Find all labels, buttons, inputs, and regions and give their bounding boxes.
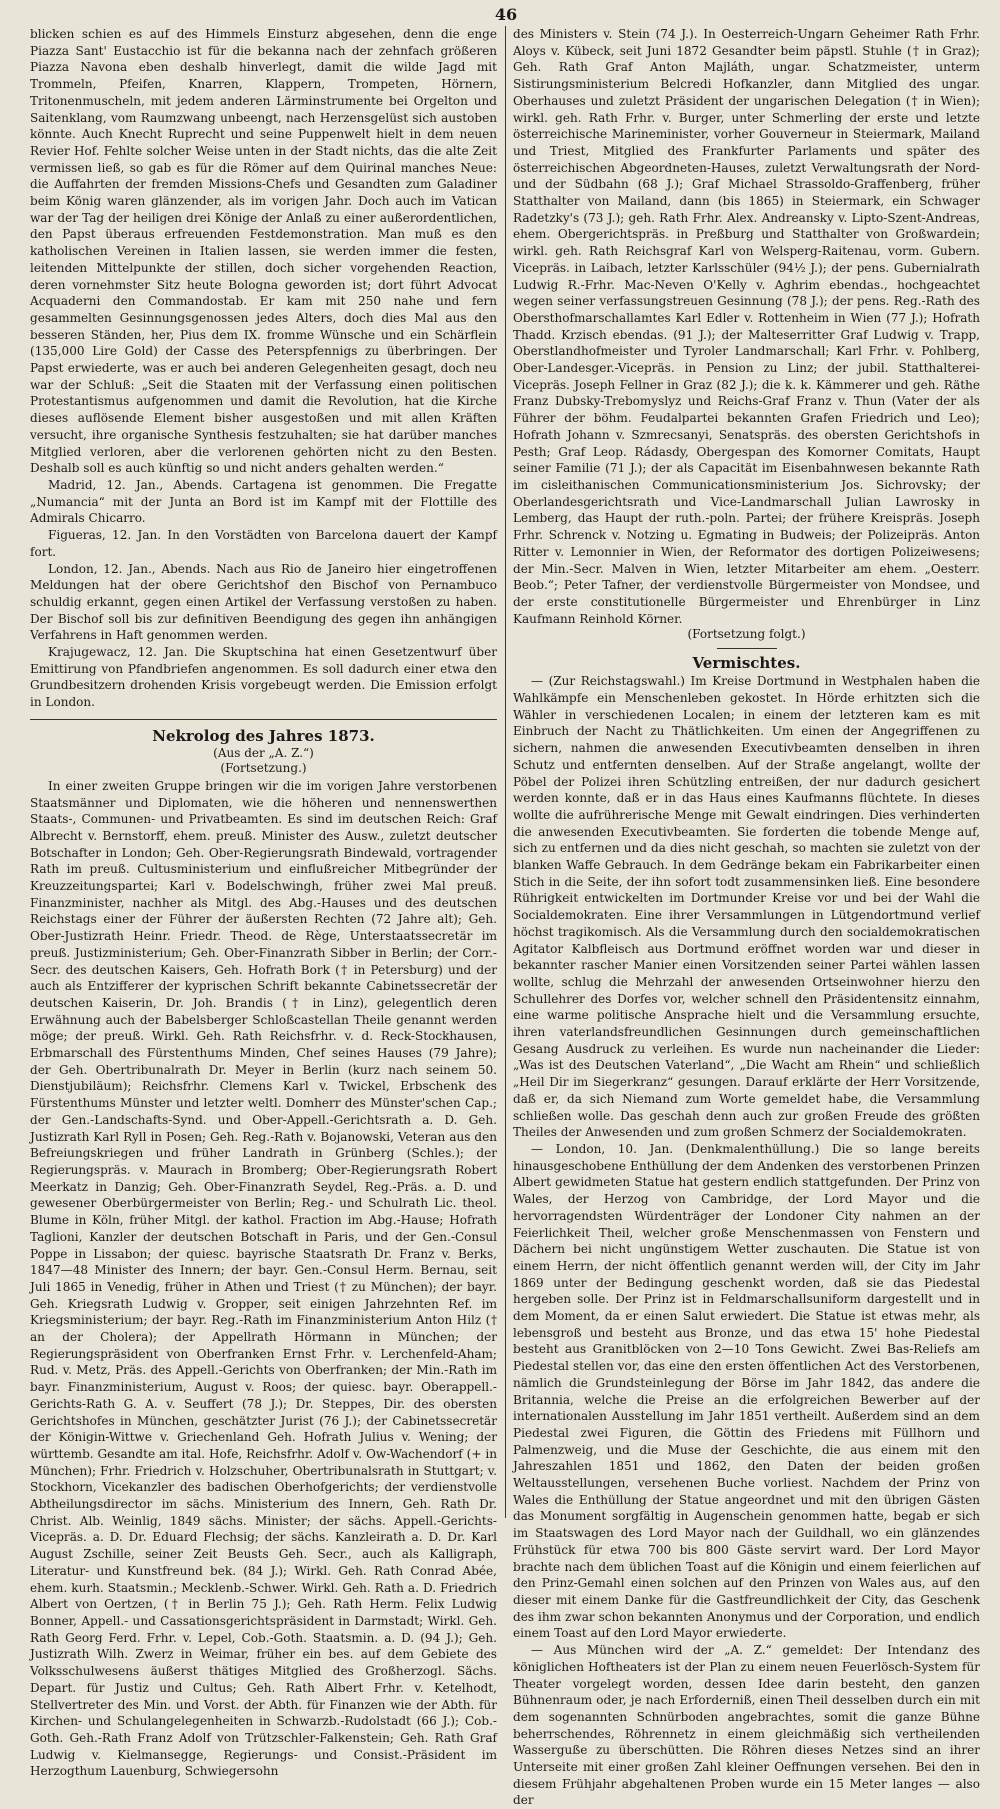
misc-paragraph-dortmund: — (Zur Reichstagswahl.) Im Kreise Dortmund in Westphalen haben die Wahlkämpfe ein Menschenleben gekostet. In Hörde erhitzten sich die Wähler in verschiedenen Localen; in einem der letzteren kam es mit Einbruch der Nacht zu Thätlichkeiten. Um einen der Angegriffenen zu sichern, nahmen die anwesenden Executivbeamten denselben in ihren Schutz und entfernten denselben. Auf der Straße angelangt, wollte der Pöbel der Polizei ihren Schützling entreißen, der nur dadurch gesichert werden konnte, daß er in das Haus eines Kaufmanns flüchtete. In dieses wollte die aufrührerische Menge mit Gewalt eindringen. Dies verhinderten die anwesenden Executivbeamten. Sie forderten die tobende Menge auf, sich zu entfernen und da dies nicht geschah, so machten sie zuletzt von der blanken Waffe Gebrauch. In dem Gedränge bekam ein Fabrikarbeiter einen Stich in die Seite, der ihn sofort todt zusammensinken ließ. Eine besondere Rührigkeit entwickelten im Dortmunder Kreise vor und bei der Wahl die Socialdemokraten. Eine ihrer Versammlungen in Lütgendortmund verlief höchst tragikomisch. Als die Versammlung durch den socialdemokratischen Agitator Kalbfleisch aus Dortmund eröffnet worden war und dieser in bekannter rascher Manier einen Vorsitzenden seiner Partei wählen lassen wollte, schlug die Mehrzahl der anwesenden Ortseinwohner hierzu den Schullehrer des Dorfes vor, welcher schnell den Präsidentensitz einnahm, eine warme politische Ansprache hielt und die Versammlung ersuchte, ihren vaterlandsfreundlichen Gesinnungen durch gemeinschaftlichen Gesang Ausdruck zu verleihen. Es wurde nun nacheinander die Lieder: „Was ist des Deutschen Vaterland“, „Die Wacht am Rhein“ und schließlich „Heil Dir im Siegerkranz“ gesungen. Darauf erklärte der Herr Vorsitzende, daß er, da sich Niemand zum Worte gemeldet habe, die Versammlung schließen wolle. Das geschah denn auch zur großen Freude des größten Theiles der Anwesenden und zum großen Schmerz der Socialdemokraten.	[513, 674, 980, 1140]
news-paragraph-madrid: Madrid, 12. Jan., Abends. Cartagena ist genommen. Die Fregatte „Numancia“ mit der Junta an Bord ist im Kampf mit der Flottille des Admirals Chicarro.	[30, 477, 497, 526]
news-paragraph-krajugewacz: Krajugewacz, 12. Jan. Die Skuptschina hat einen Gesetzentwurf über Emittirung von Pfandbriefen angenommen. Es soll dadurch einer etwa den Grundbesitzern drohenden Krisis vorgebeugt werden. Die Emission erfolgt in London.	[30, 645, 497, 710]
misc-paragraph-munich: — Aus München wird der „A. Z.“ gemeldet: Der Intendanz des königlichen Hoftheaters ist der Plan zu einem neuen Feuerlösch-System für Theater vorgelegt worden, dessen Idee darin besteht, den ganzen Bühnenraum oder, je nach Erforderniß, einen Theil desselben durch ein mit dem sogenannten Schnürboden angebrachtes, somit die ganze Bühne beherrschendes, Röhrennetz in einem gleichmäßig sich vertheilenden Wasserguße zu überschütten. Die Röhren dieses Netzes sind an ihrer Unterseite mit einer großen Zahl kleiner Oeffnungen versehen. Bei den in diesem Frühjahr abgehaltenen Proben wurde ein 15 Meter langes — also der	[513, 1643, 980, 1808]
right-column	[505, 26, 980, 1809]
nekrolog-paragraph: In einer zweiten Gruppe bringen wir die im vorigen Jahre verstorbenen Staatsmänner und Diplomaten, wie die höheren und nennenswerthen Staats-, Communen- und Privatbeamten. Es sind im deutschen Reich: Graf Albrecht v. Bernstorff, ehem. preuß. Minister des Ausw., zuletzt deutscher Botschafter in London; Geh. Ober-Regierungsrath Bindewald, vortragender Rath im preuß. Cultusministerium und einflußreicher Mitbegründer der Kreuzzeitungspartei; Karl v. Bodelschwingh, früher zwei Mal preuß. Finanzminister, nachher als Mitgl. des Abg.-Hauses und des deutschen Reichstags einer der Führer der äußersten Rechten (72 Jahre alt); Geh. Ober-Justizrath Heinr. Friedr. Theod. de Rège, Unterstaatssecretär im preuß. Justizministerium; Geh. Ober-Finanzrath Sibber in Berlin; der Corr.-Secr. des deutschen Kaisers, Geh. Hofrath Bork († in Petersburg) und der auch als Entzifferer der kyprischen Schrift bekannte Cabinetssecretär der deutschen Kaiserin, Dr. Joh. Brandis († in Linz), gelegentlich deren Erwähnung auch der Babelsberger Schloßcastellan Theile genannt werden möge; der preuß. Wirkl. Geh. Rath Reichsfrhr. v. d. Reck-Stockhausen, Erbmarschall des Fürstenthums Minden, Chef seines Hauses (79 Jahre); der Geh. Obertribunalrath Dr. Meyer in Berlin (kurz nach seinem 50. Dienstjubiläum); Reichsfrhr. Clemens Karl v. Twickel, Erbschenk des Fürstenthums Münster und letzter weltl. Domherr des Münster'schen Cap.; der Gen.-Landschafts-Synd. und Ober-Appell.-Gerichtsrath a. D. Geh. Justizrath Karl Ryll in Posen; Geh. Reg.-Rath v. Bojanowski, Veteran aus den Befreiungskriegen und früher Landrath in Grünberg (Schles.); der Regierungspräs. v. Maurach in Bromberg; Ober-Regierungsrath Robert Meerkatz in Danzig; Geh. Ober-Finanzrath Seydel, Reg.-Präs. a. D. und gewesener Oberbürgermeister von Berlin; Reg.- und Schulrath Lic. theol. Blume in Köln, früher Mitgl. der kathol. Fraction im Abg.-Hause; Hofrath Taglioni, Kanzler der deutschen Botschaft in Paris, und der Gen.-Consul Poppe in Lissabon; der quiesc. bayrische Staatsrath Dr. Franz v. Berks, 1847—48 Minister des Innern; der bayr. Gen.-Consul Herm. Bernau, seit Juli 1865 in Venedig, früher in Athen und Triest († zu München); der bayr. Geh. Kriegsrath Ludwig v. Gropper, seit einigen Jahrzehnten Ref. im Kriegsministerium; der bayr. Reg.-Rath im Finanzministerium Anton Hilz († an der Cholera); der Appellrath Hörmann in München; der Regierungspräsident von Oberfranken Ernst Frhr. v. Lerchenfeld-Aham; Rud. v. Metz, Präs. des Appell.-Gerichts von Oberfranken; der Min.-Rath im bayr. Finanzministerium, August v. Roos; der quiesc. bayr. Oberappell.-Gerichts-Rath G. A. v. Seuffert (78 J.); Dr. Steppes, Dir. des obersten Gerichtshofes in München, geschätzter Jurist (76 J.); der Cabinetssecretär der Königin-Wittwe v. Griechenland Geh. Hofrath Julius v. Wening; der württemb. Gesandte am ital. Hofe, Reichsfrhr. Adolf v. Ow-Wachendorf (+ in München); Frhr. Friedrich v. Holzschuher, Obertribunalsrath in Stuttgart; v. Stockhorn, Vicekanzler des badischen Oberhofgerichts; der verdienstvolle Abtheilungsdirector im sächs. Ministerium des Innern, Geh. Rath Dr. Christ. Alb. Weinlig, 1849 sächs. Minister; der sächs. Appell.-Gerichts-Vicepräs. a. D. Dr. Eduard Flechsig; der sächs. Kanzleirath a. D. Dr. Karl August Zschille, seiner Zeit Beusts Geh. Secr., auch als Kalligraph, Literatur- und Kunstfreund bek. (84 J.); Wirkl. Geh. Rath Conrad Abée, ehem. kurh. Staatsmin.; Mecklenb.-Schwer. Wirkl. Geh. Rath a. D. Friedrich Albert von Oertzen, († in Berlin 75 J.); Geh. Rath Herm. Felix Ludwig Bonner, Appell.- und Cassationsgerichtspräsident in Darmstadt; Wirkl. Geh. Rath Georg Ferd. Frhr. v. Lepel, Cob.-Goth. Staatsmin. a. D. (94 J.); Geh. Justizrath Wilh. Zwerz in Weimar, früher ein bes. auf dem Gebiete des Volksschulwesens äußerst thätiges Mitglied des Großherzogl. Sächs. Depart. für Justiz und Cultus; Geh. Rath Albert Frhr. v. Ketelhodt, Stellvertreter des Min. und Vorst. der Abth. für Finanzen wie der Abth. für Kirchen- und Schulangelegenheiten in Schwarzb.-Rudolstadt (66 J.); Cob.-Goth. Geh.-Rath Franz Adolf von Trützschler-Falkenstein; Geh. Rath Graf Ludwig v. Kielmansegge, Regierungs- und Consist.-Präsident im Herzogthum Lauenburg, Schwiegersohn	[30, 778, 497, 1779]
short-divider	[717, 648, 777, 649]
nekrolog-source: (Aus der „A. Z.“)	[213, 745, 314, 760]
misc-paragraph-london: — London, 10. Jan. (Denkmalenthüllung.) Die so lange bereits hinausgeschobene Enthüllung der dem Andenken des verstorbenen Prinzen Albert gewidmeten Statue hat gestern endlich stattgefunden. Der Prinz von Wales, der Herzog von Cambridge, der Lord Mayor und die hervorragendsten Würdenträger der Londoner City nahmen an der Feierlichkeit Theil, welcher große Menschenmassen von Fenstern und Dächern bei nicht ungünstigem Wetter zuschauten. Die Statue ist von einem Herrn, der nicht öffentlich genannt werden will, der City im Jahr 1869 unter der Bedingung geschenkt worden, daß sie das Piedestal hergeben solle. Der Prinz ist in Feldmarschallsuniform dargestellt und in dem Moment, da er einen Salut erwiedert. Die Statue ist etwas mehr, als lebensgroß und besteht aus Bronze, und das etwa 15' hohe Piedestal besteht aus Granitblöcken von 2—10 Tons Gewicht. Zwei Bas-Reliefs am Piedestal stellen vor, das eine den ersten öffentlichen Act des Verstorbenen, nämlich die Grundsteinlegung der Börse im Jahr 1842, das andere die Britannia, welche die Preise an die erfolgreichen Bewerber auf der internationalen Ausstellung im Jahr 1851 vertheilt. Außerdem sind an dem Piedestal zwei Figuren, die Göttin des Friedens mit Füllhorn und Palmenzweig, und die Muse der Geschichte, die aus einem mit den Jahreszahlen 1851 und 1862, den Daten der beiden großen Weltausstellungen, versehenen Buche vorliest. Nachdem der Prinz von Wales die Enthüllung der Statue angeordnet und mit den übrigen Gästen das Monument sorgfältig in Augenschein genommen hatte, begab er sich im Staatswagen des Lord Mayor nach der Guildhall, wo ein glänzendes Frühstück für etwa 700 bis 800 Gäste servirt ward. Der Lord Mayor brachte nach dem üblichen Toast auf die Königin und einem feierlichen auf den Prinz-Gemahl einen solchen auf den Prinzen von Wales aus, auf den dieser mit einem Danke für die Gastfreundlichkeit der City, das Geschenk des ihm zwar schon bekannten Anonymus und der Corporation, und endlich einem Toast auf den Lord Mayor erwiederte.	[513, 1142, 980, 1641]
two-column-layout	[30, 26, 982, 1808]
section-divider	[30, 719, 497, 720]
continued-note: (Fortsetzung folgt.)	[687, 627, 806, 642]
page-number: 46	[494, 5, 518, 24]
news-paragraph-figueras: Figueras, 12. Jan. In den Vorstädten von Barcelona dauert der Kampf fort.	[30, 528, 497, 559]
news-paragraph-rome: blicken schien es auf des Himmels Einsturz abgesehen, denn die enge Piazza Sant' Eustacchio ist für die bekanna nach der zehnfach größeren Piazza Navona eben deshalb hinverlegt, damit die wilde Jagd mit Trommeln, Pfeifen, Knarren, Klappern, Trompeten, Hörnern, Tritonenmuscheln, mit jedem anderen Lärminstrumente bei Orgelton und Saitenklang, vom Raumzwang unbeengt, nach Herzensgelüst sich austoben könnte. Auch Knecht Ruprecht und seine Puppenwelt hielt in dem neuen Revier Hof. Fehlte solcher Weise unten in der Stadt nichts, das die alte Zeit vermissen ließ, so gab es für die Römer auf dem Quirinal manches Neue: die Auffahrten der fremden Missions-Chefs und Gesandten zum Galadiner beim König waren glänzender, als im vorigen Jahr. Doch auch im Vatican war der Tag der heiligen drei Könige der Anlaß zu einer außerordentlichen, den Papst überaus erfreuenden Festdemonstration. Man muß es den katholischen Vereinen in Italien lassen, sie werden immer die festen, leitenden Mittelpunkte der stillen, doch sicher vorgehenden Reaction, deren vornehmster Sitz heute Bologna geworden ist; dort führt Advocat Acquaderni den Commandostab. Er kam mit 250 nahe und fern gesammelten Gesinnungsgenossen jedes Alters, doch dies Mal aus den besseren Ständen, her, Pius dem IX. fromme Wünsche und ein Schärflein (135,000 Lire Gold) der Casse des Peterspfennigs zu überbringen. Der Papst erwiederte, was er auch bei anderen Gelegenheiten gesagt, doch neu war der Schluß: „Seit die Staaten mit der Verfassung einen politischen Protestantismus aufgenommen und damit die Revolution, hat die Kirche dieses auflösende Element bisher ausgestoßen und mit allen Kräften versucht, ihre organische Synthesis festzuhalten; sie hat darüber manches Mitglied verloren, aber die verlorenen gehörten nicht zu den Besten. Deshalb soll es auch künftig so und nicht anders gehalten werden.“	[30, 27, 497, 476]
nekrolog-continuation-note: (Fortsetzung.)	[220, 760, 307, 775]
left-column	[30, 26, 505, 1809]
vermischtes-heading: Vermischtes.	[692, 654, 801, 673]
nekrolog-heading: Nekrolog des Jahres 1873.	[152, 726, 375, 745]
news-paragraph-london: London, 12. Jan., Abends. Nach aus Rio de Janeiro hier eingetroffenen Meldungen hat der obere Gerichtshof den Bischof von Pernambuco schuldig erkannt, gegen einen Artikel der Verfassung verstoßen zu haben. Der Bischof soll bis zur definitiven Beendigung des gegen ihn anhängigen Verfahrens in Haft genommen werden.	[30, 561, 497, 643]
nekrolog-paragraph-continued: des Ministers v. Stein (74 J.). In Oesterreich-Ungarn Geheimer Rath Frhr. Aloys v. Kübeck, seit Juni 1872 Gesandter beim päpstl. Stuhle († in Graz); Geh. Rath Graf Anton Majláth, ungar. Schatzmeister, unterm Sistirungsministerium Belcredi Hofkanzler, dann Mitglied des ungar. Oberhauses und zuletzt Präsident der ungarischen Delegation († in Wien); wirkl. geh. Rath Frhr. v. Burger, unter Schmerling der erste und letzte österreichische Marineminister, vorher Gouverneur in Steiermark, Mailand und Triest, Mitglied des Frankfurter Parlaments und später des österreichischen Abgeordneten-Hauses, zuletzt Verwaltungsrath der Nord- und der Südbahn (68 J.); Graf Michael Strassoldo-Graffenberg, früher Statthalter von Mailand, dann (bis 1865) in Steiermark, ein Schwager Radetzky's (73 J.); geh. Rath Frhr. Alex. Andreansky v. Lipto-Szent-Andreas, ehem. Obergerichtspräs. in Preßburg und Statthalter von Großwardein; wirkl. geh. Rath Reichsgraf Karl von Welsperg-Raitenau, vorm. Gubern. Vicepräs. in Laibach, letzter Karlsschüler (94½ J.); der pens. Gubernialrath Ludwig R.-Frhr. Mac-Neven O'Kelly v. Aghrim ebendas., hochgeachtet wegen seiner verfassungstreuen Gesinnung (78 J.); der pens. Reg.-Rath des Obersthofmarschallamtes Karl Edler v. Rottenheim in Wien (77 J.); Hofrath Thadd. Krzisch ebendas. (91 J.); der Malteserritter Graf Ludwig v. Trapp, Oberstlandhofmeister und Tyroler Landmarschall; Karl Frhr. v. Pohlberg, Ober-Landesger.-Vicepräs. in Pension zu Linz; der jubil. Statthalterei-Vicepräs. Joseph Fellner in Graz (82 J.); die k. k. Kämmerer und geh. Räthe Franz Dubsky-Trebomyslyz und Reichs-Graf Franz v. Thun (Vater der als Führer der böhm. Feudalpartei bekannten Grafen Friedrich und Leo); Hofrath Johann v. Szmrecsanyi, Senatspräs. des obersten Gerichtshofs in Pesth; Graf Leop. Rádasdy, Obergespan des Komorner Comitats, Haupt seiner Familie (71 J.); der als Capacität im Eisenbahnwesen bekannte Rath im cisleithanischen Communicationsministerium Jos. Sichrovsky; der Oberlandesgerichtsrath und Vice-Landmarschall Julian Lawrosky in Lemberg, das Haupt der ruth.-poln. Partei; der frühere Kreispräs. Joseph Frhr. Schrenck v. Notzing u. Egmating in Budweis; der Polizeipräs. Anton Ritter v. Lemonnier in Wien, der Reformator des dortigen Polizeiwesens; der Min.-Secr. Malven in Wien, letzter Mitarbeiter am ehem. „Oesterr. Beob.“; Peter Tafner, der verdienstvolle Bürgermeister von Mondsee, und der erste constitutionelle Bürgermeister und Ehrenbürger in Linz Kaufmann Reinhold Körner.	[513, 27, 980, 626]
